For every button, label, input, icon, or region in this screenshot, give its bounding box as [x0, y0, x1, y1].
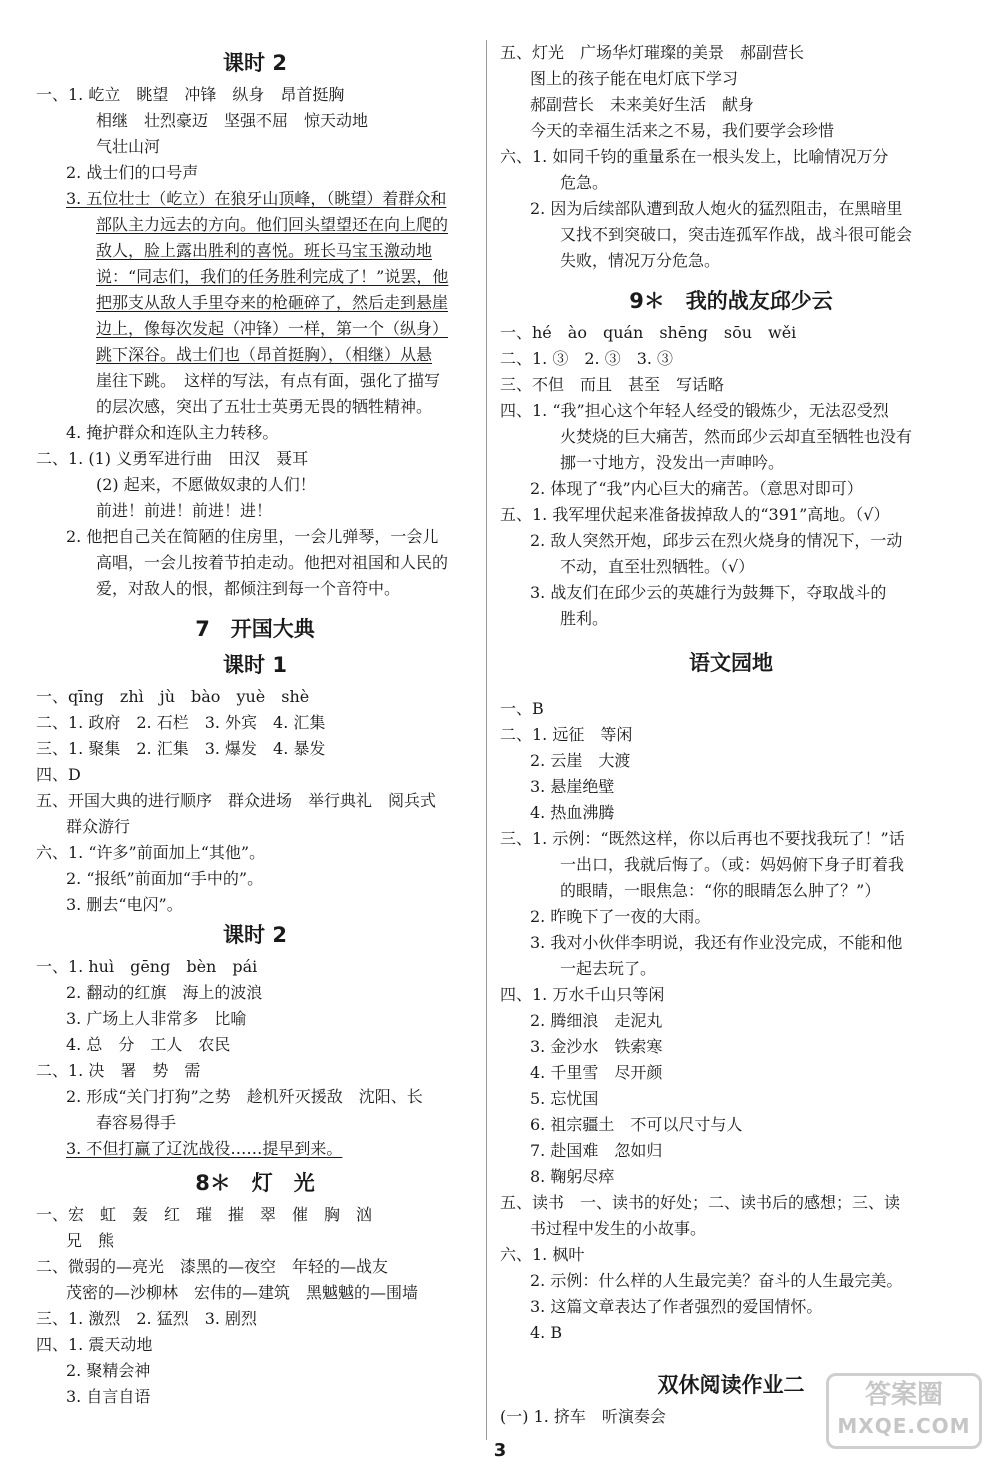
answer-line: 挪一寸地方，没发出一声呻吟。 [560, 453, 785, 472]
answer-line: 2. 体现了“我”内心巨大的痛苦。（意思对即可） [530, 479, 863, 498]
answer-line: 三、1. 示例：“既然这样，你以后再也不要找我玩了！”话 [500, 829, 905, 848]
answer-line: (一) 1. 挤车 听演奏会 [500, 1407, 666, 1426]
answer-line: 郝副营长 未来美好生活 献身 [530, 95, 755, 114]
answer-line: 六、1. “许多”前面加上“其他”。 [36, 843, 266, 862]
answer-line: 5. 忘忧国 [530, 1089, 599, 1108]
answer-line: 书过程中发生的小故事。 [530, 1219, 707, 1238]
answer-line: 茂密的—沙柳林 宏伟的—建筑 黑魆魆的—围墙 [66, 1283, 419, 1302]
answer-line: 部队主力远去的方向。他们回头望望还在向上爬的 [96, 215, 449, 234]
answer-line: 3. 金沙水 铁索寒 [530, 1037, 663, 1056]
answer-line: 2. 敌人突然开炮，邱步云在烈火烧身的情况下，一动 [530, 531, 903, 550]
answer-line: 2. 翻动的红旗 海上的波浪 [66, 983, 263, 1002]
answer-line: 不动，直至壮烈牺牲。（√） [560, 557, 755, 576]
section-heading: 双休阅读作业二 [657, 1373, 805, 1397]
answer-line: 说：“同志们，我们的任务胜利完成了！”说罢，他 [96, 267, 449, 286]
answer-line: 二、1. 政府 2. 石栏 3. 外宾 4. 汇集 [36, 713, 326, 732]
answer-line: 3. 我对小伙伴李明说，我还有作业没完成，不能和他 [530, 933, 903, 952]
answer-line: 前进！前进！前进！进！ [96, 501, 273, 520]
answer-line: 2. 腾细浪 走泥丸 [530, 1011, 663, 1030]
answer-line: 五、灯光 广场华灯璀璨的美景 郝副营长 [500, 43, 805, 62]
watermark-logo-url: MXQE.COM [837, 1414, 971, 1438]
answer-line: 爱，对敌人的恨，都倾注到每一个音符中。 [96, 579, 401, 598]
answer-line: 高唱，一会儿按着节拍走动。他把对祖国和人民的 [96, 553, 449, 572]
answer-line: 六、1. 如同千钧的重量系在一根头发上，比喻情况万分 [500, 147, 889, 166]
answer-line: 二、1. (1) 义勇军进行曲 田汉 聂耳 [36, 449, 309, 468]
watermark-logo [826, 1373, 982, 1449]
answer-line: 的眼睛，一眼焦急：“你的眼睛怎么肿了？”） [560, 881, 881, 900]
answer-line: 春容易得手 [96, 1113, 177, 1132]
answer-line: 二、1. 远征 等闲 [500, 725, 633, 744]
answer-line: 四、D [36, 765, 81, 784]
answer-line: 危急。 [560, 173, 609, 192]
answer-line: 三、1. 激烈 2. 猛烈 3. 剧烈 [36, 1309, 258, 1328]
answer-line: 2. 战士们的口号声 [66, 163, 199, 182]
section-heading: 9＊ 我的战友邱少云 [629, 289, 833, 313]
answer-line: 一、1. 屹立 眺望 冲锋 纵身 昂首挺胸 [36, 85, 345, 104]
answer-line: 边上，像每次发起（冲锋）一样，第一个（纵身） [96, 319, 449, 338]
answer-line: 三、1. 聚集 2. 汇集 3. 爆发 4. 暴发 [36, 739, 326, 758]
answer-line: 一、hé ào quán shēng sōu wěi [500, 323, 797, 342]
answer-line: 3. 五位壮士（屹立）在狼牙山顶峰，（眺望）着群众和 [66, 189, 447, 208]
answer-line: 崖往下跳。 这样的写法，有点有面，强化了描写 [96, 371, 441, 390]
answer-line: 2. 形成“关门打狗”之势 趁机歼灭援敌 沈阳、长 [66, 1087, 423, 1106]
answer-line: 3. 自言自语 [66, 1387, 151, 1406]
right-column [500, 40, 962, 1430]
answer-line: 又找不到突破口，突击连孤军作战，战斗很可能会 [560, 225, 913, 244]
answer-line: 四、1. 震天动地 [36, 1335, 153, 1354]
answer-line: 失败，情况万分危急。 [560, 251, 721, 270]
answer-line: 四、1. “我”担心这个年轻人经受的锻炼少，无法忍受烈 [500, 401, 889, 420]
answer-line: 一、B [500, 699, 544, 718]
answer-line: 群众游行 [66, 817, 131, 836]
page-number: 3 [493, 1440, 507, 1461]
answer-line: 跳下深谷。战士们也（昂首挺胸），（相继）从悬 [96, 345, 433, 364]
answer-line: 3. 不但打赢了辽沈战役……提早到来。 [66, 1139, 343, 1158]
answer-line: 把那支从敌人手里夺来的枪砸碎了，然后走到悬崖 [96, 293, 449, 312]
answer-line: 五、读书 一、读书的好处；二、读书后的感想；三、读 [500, 1193, 901, 1212]
answer-line: 气壮山河 [96, 137, 161, 156]
answer-line: 2. 因为后续部队遭到敌人炮火的猛烈阻击，在黑暗里 [530, 199, 903, 218]
answer-line: 8. 鞠躬尽瘁 [530, 1167, 615, 1186]
answer-line: 今天的幸福生活来之不易，我们要学会珍惜 [530, 121, 835, 140]
answer-line: 胜利。 [560, 609, 609, 628]
section-heading: 7 开国大典 [195, 617, 315, 641]
answer-line: 的层次感，突出了五壮士英勇无畏的牺牲精神。 [96, 397, 433, 416]
answer-line: 7. 赴国难 忽如归 [530, 1141, 663, 1160]
answer-line: 2. 他把自己关在简陋的住房里，一会儿弹琴，一会儿 [66, 527, 439, 546]
answer-line: 4. 掩护群众和连队主力转移。 [66, 423, 279, 442]
answer-line: 六、1. 枫叶 [500, 1245, 585, 1264]
answer-line: 三、不但 而且 甚至 写话略 [500, 375, 725, 394]
answer-line: (2) 起来，不愿做奴隶的人们！ [96, 475, 316, 494]
answer-line: 4. 千里雪 尽开颜 [530, 1063, 663, 1082]
answer-line: 3. 悬崖绝壁 [530, 777, 615, 796]
answer-line: 2. “报纸”前面加“手中的”。 [66, 869, 264, 888]
answer-line: 一、1. huì gēng bèn pái [36, 957, 258, 976]
section-heading: 课时 1 [223, 653, 287, 677]
answer-line: 二、微弱的—亮光 漆黑的—夜空 年轻的—战友 [36, 1257, 389, 1276]
section-heading: 8＊ 灯 光 [195, 1171, 315, 1195]
answer-line: 一起去玩了。 [560, 959, 657, 978]
answer-line: 二、1. 决 署 势 需 [36, 1061, 201, 1080]
answer-line: 4. 总 分 工人 农民 [66, 1035, 231, 1054]
answer-line: 3. 广场上人非常多 比喻 [66, 1009, 247, 1028]
answer-line: 3. 战友们在邱少云的英雄行为鼓舞下，夺取战斗的 [530, 583, 887, 602]
answer-line: 2. 示例：什么样的人生最完美？奋斗的人生最完美。 [530, 1271, 903, 1290]
answer-line: 火焚烧的巨大痛苦，然而邱少云却直至牺牲也没有 [560, 427, 913, 446]
answer-line: 2. 云崖 大渡 [530, 751, 631, 770]
answer-line: 五、1. 我军埋伏起来准备拔掉敌人的“391”高地。（√） [500, 505, 890, 524]
answer-line: 2. 聚精会神 [66, 1361, 151, 1380]
spacer [500, 682, 962, 696]
answer-line: 2. 昨晚下了一夜的大雨。 [530, 907, 711, 926]
column-divider [486, 40, 487, 1440]
answer-line: 3. 删去“电闪”。 [66, 895, 183, 914]
answer-line: 4. 热血沸腾 [530, 803, 615, 822]
answer-line: 图上的孩子能在电灯底下学习 [530, 69, 739, 88]
answer-line: 一、宏 虹 轰 红 璀 摧 翠 催 胸 汹 [36, 1205, 373, 1224]
answer-line: 相继 壮烈豪迈 坚强不屈 惊天动地 [96, 111, 369, 130]
answer-line: 四、1. 万水千山只等闲 [500, 985, 665, 1004]
answer-line: 6. 祖宗疆土 不可以尺寸与人 [530, 1115, 743, 1134]
section-heading: 课时 2 [223, 51, 287, 75]
watermark-logo-title: 答案圈 [864, 1380, 943, 1410]
answer-line: 兄 熊 [66, 1231, 115, 1250]
answer-line: 敌人，脸上露出胜利的喜悦。班长马宝玉激动地 [96, 241, 433, 260]
section-heading: 语文园地 [689, 651, 773, 675]
left-column [36, 40, 474, 1410]
answer-line: 一、qīng zhì jù bào yuè shè [36, 687, 310, 706]
answer-line: 3. 这篇文章表达了作者强烈的爱国情怀。 [530, 1297, 823, 1316]
answer-line: 二、1. ③ 2. ③ 3. ③ [500, 349, 674, 368]
answer-line: 一出口，我就后悔了。（或：妈妈俯下身子盯着我 [560, 855, 905, 874]
answer-line: 五、开国大典的进行顺序 群众进场 举行典礼 阅兵式 [36, 791, 437, 810]
answer-line: 4. B [530, 1323, 563, 1342]
section-heading: 课时 2 [223, 923, 287, 947]
